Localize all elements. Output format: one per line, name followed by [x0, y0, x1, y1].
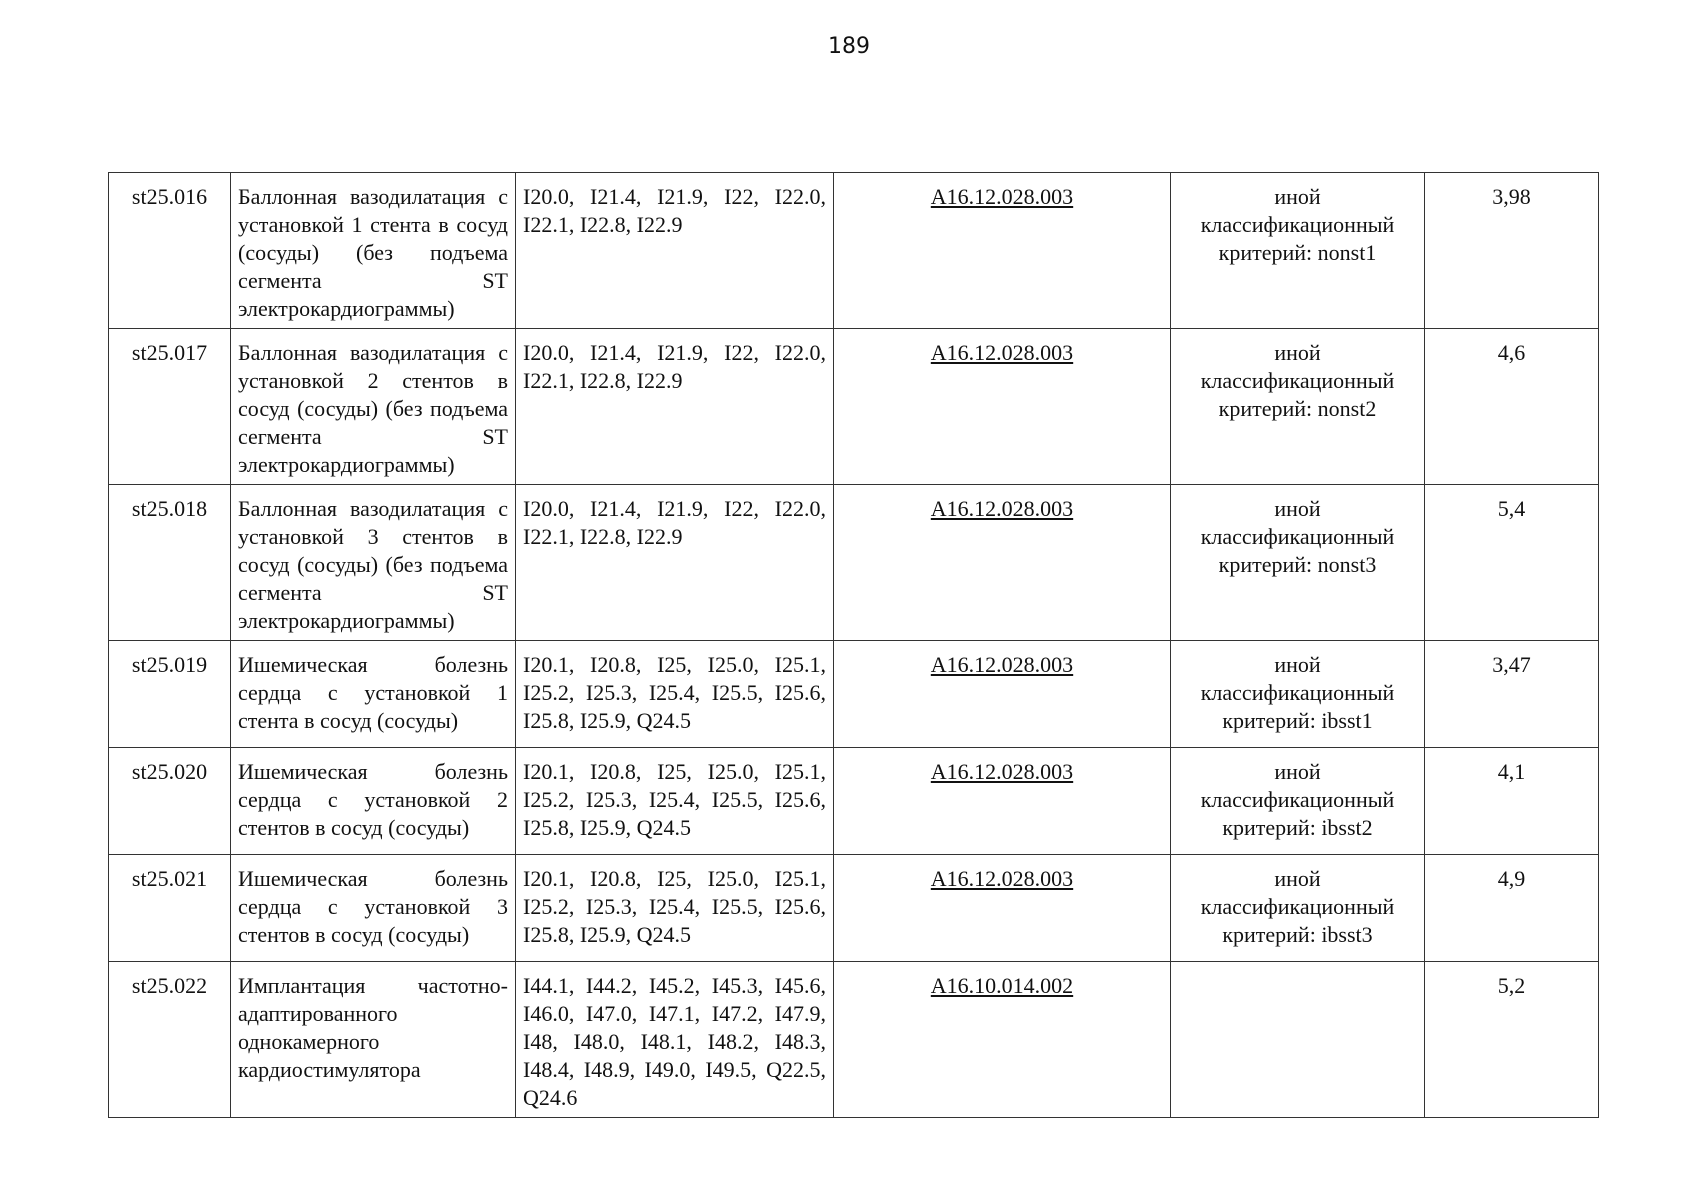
icd-codes-cell: I20.0, I21.4, I21.9, I22, I22.0, I22.1, I22.8, I22.9 — [516, 485, 834, 641]
service-code-cell — [834, 329, 1171, 485]
criterion-cell: иной классификационный критерий: ibsst2 — [1171, 748, 1425, 855]
coefficient-cell: 5,4 — [1425, 485, 1599, 641]
criterion-cell: иной классификационный критерий: nonst1 — [1171, 173, 1425, 329]
coefficient-cell: 4,1 — [1425, 748, 1599, 855]
coefficient-cell: 3,47 — [1425, 641, 1599, 748]
ksg-code-cell: st25.022 — [109, 962, 231, 1118]
ksg-name-cell: Баллонная вазодилатация с установкой 3 стентов в сосуд (сосуды) (без подъема сегмента ST электрокардиограммы) — [231, 485, 516, 641]
table-row — [109, 748, 1599, 855]
ksg-name-cell: Ишемическая болезнь сердца с установкой 1 стента в сосуд (сосуды) — [231, 641, 516, 748]
service-code-link[interactable]: A16.12.028.003 — [930, 340, 1074, 365]
ksg-code-cell: st25.016 — [109, 173, 231, 329]
icd-codes-cell: I20.0, I21.4, I21.9, I22, I22.0, I22.1, I22.8, I22.9 — [516, 329, 834, 485]
criterion-cell: иной классификационный критерий: nonst2 — [1171, 329, 1425, 485]
ksg-code-cell: st25.019 — [109, 641, 231, 748]
ksg-name-cell: Баллонная вазодилатация с установкой 2 стентов в сосуд (сосуды) (без подъема сегмента ST электрокардиограммы) — [231, 329, 516, 485]
service-code-link[interactable]: A16.12.028.003 — [930, 866, 1074, 891]
service-code-link[interactable]: A16.12.028.003 — [930, 652, 1074, 677]
criterion-cell: иной классификационный критерий: ibsst3 — [1171, 855, 1425, 962]
icd-codes-cell: I20.1, I20.8, I25, I25.0, I25.1, I25.2, I25.3, I25.4, I25.5, I25.6, I25.8, I25.9, Q24.5 — [516, 855, 834, 962]
service-code-link[interactable]: A16.12.028.003 — [930, 759, 1074, 784]
icd-codes-cell: I20.0, I21.4, I21.9, I22, I22.0, I22.1, I22.8, I22.9 — [516, 173, 834, 329]
table-row — [109, 173, 1599, 329]
icd-codes-cell: I20.1, I20.8, I25, I25.0, I25.1, I25.2, I25.3, I25.4, I25.5, I25.6, I25.8, I25.9, Q24.5 — [516, 748, 834, 855]
table-row — [109, 855, 1599, 962]
table-row — [109, 485, 1599, 641]
service-code-cell — [834, 748, 1171, 855]
table-row — [109, 641, 1599, 748]
service-code-cell — [834, 485, 1171, 641]
criterion-cell: иной классификационный критерий: ibsst1 — [1171, 641, 1425, 748]
ksg-code-cell: st25.021 — [109, 855, 231, 962]
service-code-link[interactable]: A16.12.028.003 — [930, 184, 1074, 209]
ksg-name-cell: Имплантация частотно-адаптированного однокамерного кардиостимулятора — [231, 962, 516, 1118]
service-code-cell — [834, 641, 1171, 748]
table-row — [109, 962, 1599, 1118]
service-code-cell — [834, 173, 1171, 329]
table-row — [109, 329, 1599, 485]
service-code-cell — [834, 962, 1171, 1118]
ksg-name-cell: Баллонная вазодилатация с установкой 1 стента в сосуд (сосуды) (без подъема сегмента ST электрокардиограммы) — [231, 173, 516, 329]
ksg-code-cell: st25.018 — [109, 485, 231, 641]
page-number: 189 — [828, 34, 870, 59]
ksg-code-cell: st25.020 — [109, 748, 231, 855]
service-code-cell — [834, 855, 1171, 962]
tariff-table — [108, 172, 1599, 1118]
coefficient-cell: 4,6 — [1425, 329, 1599, 485]
coefficient-cell: 5,2 — [1425, 962, 1599, 1118]
ksg-name-cell: Ишемическая болезнь сердца с установкой 2 стентов в сосуд (сосуды) — [231, 748, 516, 855]
service-code-link[interactable]: A16.12.028.003 — [930, 496, 1074, 521]
icd-codes-cell: I44.1, I44.2, I45.2, I45.3, I45.6, I46.0, I47.0, I47.1, I47.2, I47.9, I48, I48.0, I48.1, I48.2, I48.3, I48.4, I48.9, I49.0, I49.5, Q22.5, Q24.6 — [516, 962, 834, 1118]
icd-codes-cell: I20.1, I20.8, I25, I25.0, I25.1, I25.2, I25.3, I25.4, I25.5, I25.6, I25.8, I25.9, Q24.5 — [516, 641, 834, 748]
coefficient-cell: 4,9 — [1425, 855, 1599, 962]
ksg-code-cell: st25.017 — [109, 329, 231, 485]
criterion-cell: иной классификационный критерий: nonst3 — [1171, 485, 1425, 641]
coefficient-cell: 3,98 — [1425, 173, 1599, 329]
criterion-cell — [1171, 962, 1425, 1118]
service-code-link[interactable]: A16.10.014.002 — [930, 973, 1074, 998]
ksg-name-cell: Ишемическая болезнь сердца с установкой 3 стентов в сосуд (сосуды) — [231, 855, 516, 962]
